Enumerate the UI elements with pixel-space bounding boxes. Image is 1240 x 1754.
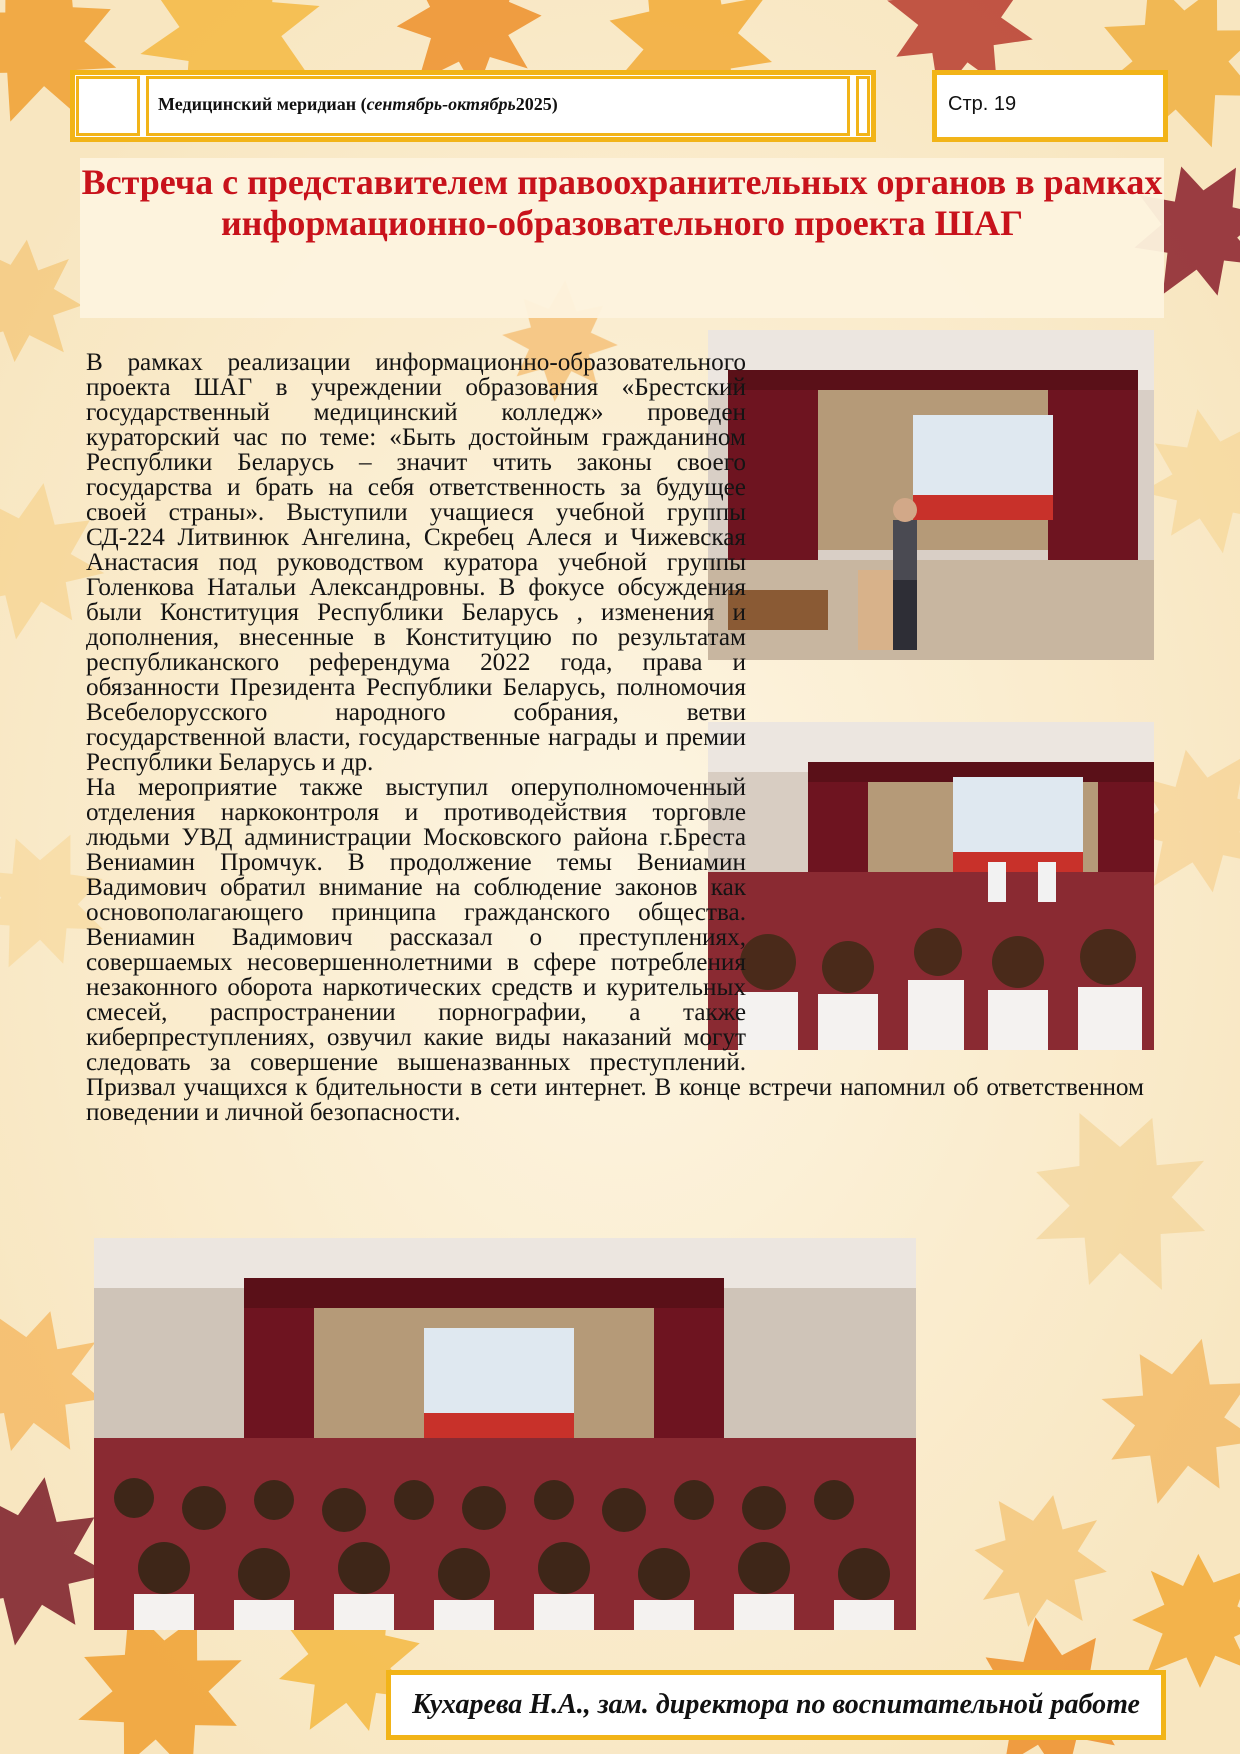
page-number: Стр. 19 <box>948 92 1017 115</box>
photo-audience-image <box>94 1238 916 1630</box>
photo-auditorium-audience <box>94 1238 916 1630</box>
article-paragraph-2: На мероприятие также выступил оперуполномоченный отделения наркоконтроля и противодействия торговле людьми УВД администрации Московского района г.Бреста Вениамин Промчук. В продолжение темы Вениамин Вадимович обратил внимание на соблюдение законов как основополагающего принципа гражданского общества. Вениамин Вадимович рассказал о преступлениях, совершаемых несовершеннолетними в сфере потребления незаконного оборота наркотических средств и курительных смесей, распространении порнографии, а также киберпреступлениях, озвучил какие виды наказаний могут следовать за совершение вышеназванных преступлений. Призвал учащихся к бдительности в сети интернет. В конце встречи напомнил об ответственном поведении и личной безопасности. <box>86 774 1144 1126</box>
header-left-cell <box>76 76 140 136</box>
author-signature: Кухарева Н.А., зам. директора по воспитательной работе <box>386 1670 1166 1740</box>
journal-name <box>148 76 848 132</box>
journal-name-text: Медицинский меридиан ( <box>158 93 367 114</box>
photo-column-spacer <box>746 350 1144 1066</box>
article-body <box>86 350 1144 1125</box>
header-right-cell <box>856 76 870 136</box>
article-paragraph-1: В рамках реализации информационно-образовательного проекта ШАГ в учреждении образования «Брестский государственный медицинский колледж» проведен кураторский час по теме: «Быть достойным гражданином Республики Беларусь – значит чтить законы своего государства и брать на себя ответственность за будущее своей страны». Выступили учащиеся учебной группы СД-224 Литвинюк Ангелина, Скребец Алеся и Чижевская Анастасия под руководством куратора учебной группы Голенкова Натальи Александровны. В фокусе обсуждения были Конституция Республики Беларусь , изменения и дополнения, внесенные в Конституцию по результатам республиканского референдума 2022 года, права и обязанности Президента Республики Беларусь, полномочия Всебелорусского народного собрания, ветви государственной власти, государственные награды и премии Республики Беларусь и др. <box>86 349 746 776</box>
journal-period: сентябрь-октябрь <box>366 93 516 114</box>
article-title: Встреча с представителем правоохранительных органов в рамках информационно-образовательного проекта ШАГ <box>81 162 1163 243</box>
journal-year: 2025) <box>515 93 558 114</box>
